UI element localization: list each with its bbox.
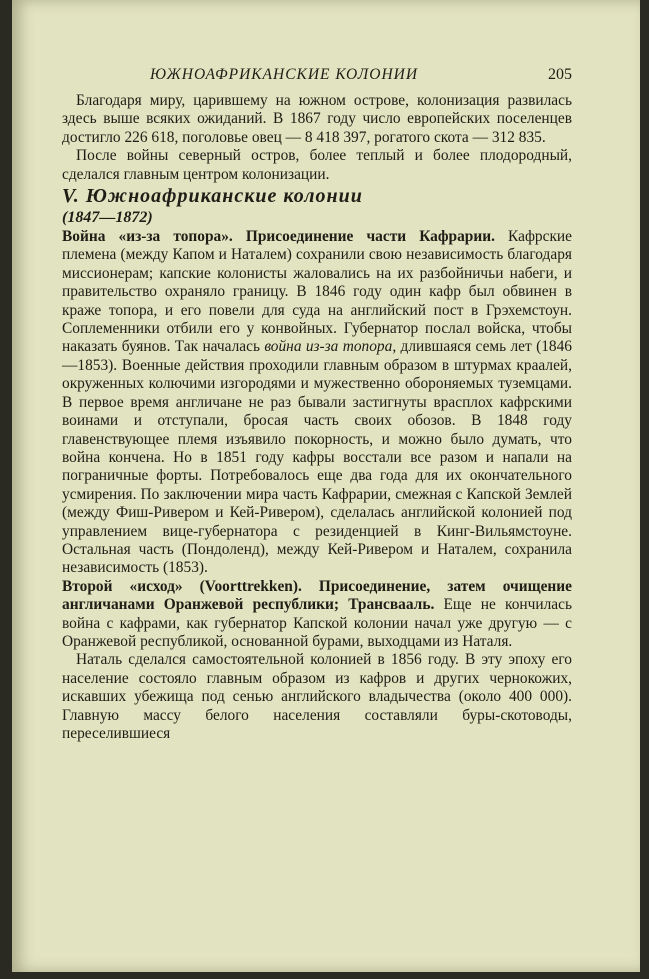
paragraph xyxy=(62,578,572,652)
paragraph xyxy=(62,228,572,578)
paragraph: Наталь сделался самостоятельной колонией в 1856 году. В эту эпоху его население состояло главным образом из кафров и других чернокожих, искавших убежища под сенью английского владычества (около 400 000). Главную массу белого населения составляли буры-скотоводы, переселившиеся xyxy=(62,651,572,742)
paragraph-text: Еще не кончилась война с кафрами, как губернатор Капской колонии начал уже другую — с Оранжевой республикой, основанной бурами, выходцами из Наталя. xyxy=(62,596,572,650)
section-title: V. Южноафриканские колонии xyxy=(62,185,363,208)
running-head-title: ЮЖНОАФРИКАНСКИЕ КОЛОНИИ xyxy=(150,66,419,83)
paragraph-italic: война из-за топора xyxy=(264,338,393,356)
paragraph: Благодаря миру, царившему на южном острове, колонизация развилась здесь выше всяких ожиданий. В 1867 году число европейских поселенцев достигло 226 618, поголовье овец — 8 418 397, рогатого скота — 312 835. xyxy=(62,92,572,146)
section-years: (1847—1872) xyxy=(62,209,153,227)
paragraph-lead: Война «из-за топора». Присоединение части Кафрарии. xyxy=(62,228,495,246)
book-page xyxy=(12,0,640,972)
body-text xyxy=(62,92,572,743)
paragraph: После войны северный остров, более теплый и более плодородный, сделался главным центром колонизации. xyxy=(62,147,572,183)
paragraph-text: , длившаяся семь лет (1846—1853). Военные действия проходили главным образом в штурмах краалей, окруженных колючими изгородями и мужественно обороняемых туземцами. В первое время англичане не раз бывали застигнуты врасплох кафрскими воинами и отступали, бросая часть своих обозов. В 1848 году главенствующее племя изъявило покорность, и можно было думать, что война кончена. Но в 1851 году кафры восстали все разом и напали на пограничные форты. Потребовалось еще два года для их окончательного усмирения. По заключении мира часть Кафрарии, смежная с Капской Землей (между Фиш-Ривером и Кей-Ривером), сделалась английской колонией под управлением вице-губернатора с резиденцией в Кинг-Вильямстоуне. Остальная часть (Пондоленд), между Кей-Ривером и Наталем, сохранила независимость (1853). xyxy=(62,338,572,577)
page-number: 205 xyxy=(548,66,572,83)
paragraph-lead: Второй «исход» (Voorttrekken). Присоединение, затем очищение англичанами Оранжевой республики; Трансвааль. xyxy=(62,577,572,614)
paragraph-text: Кафрские племена (между Капом и Наталем) сохранили свою независимость благодаря миссионерам; капские колонисты жаловались на их разбойничьи набеги, и правительство охраняло границу. В 1846 году один кафр был обвинен в краже топора, и его повели для суда на английский пост в Грэхемстоун. Соплеменники отбили его у конвойных. Губернатор послал войска, чтобы наказать буянов. Так началась xyxy=(62,228,572,356)
running-head xyxy=(62,66,572,88)
